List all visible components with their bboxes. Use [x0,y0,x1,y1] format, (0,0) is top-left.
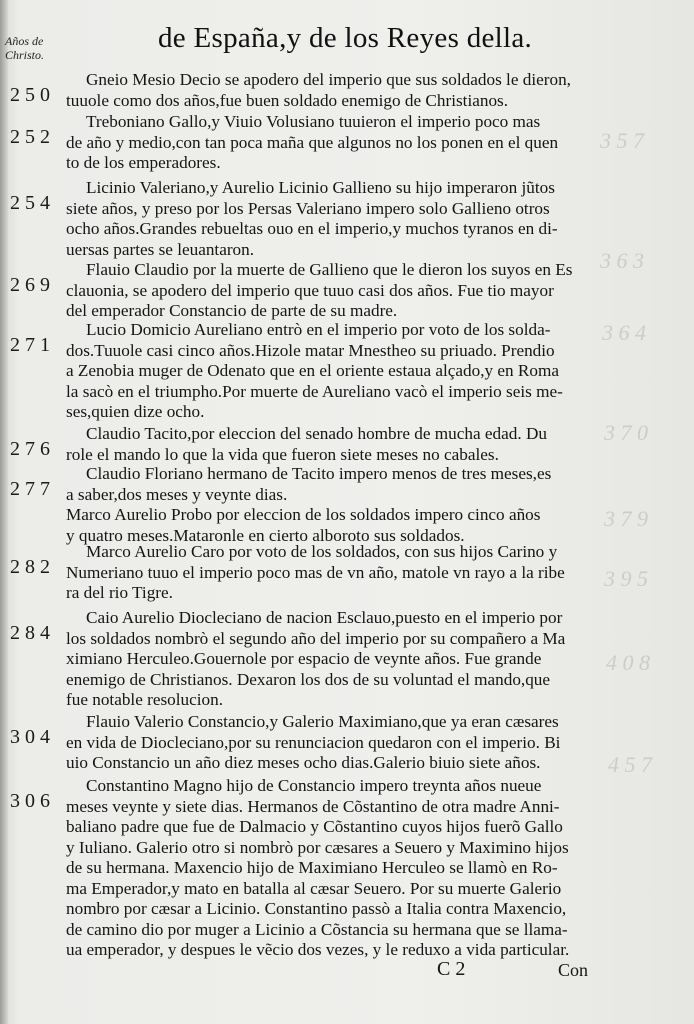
bleed-through-decoration: 3 9 5 [604,566,648,591]
running-title: de España,y de los Reyes della. [158,22,533,54]
text-line: uersas partes se leuantaron. [66,239,255,259]
text-line: uio Constancio un año diez meses ocho dias.Galerio biuio siete años. [66,753,541,772]
text-line: ocho años.Grandes rebueltas ouo en el imperio,y muchos tyranos en di- [66,219,558,238]
bleed-through-decoration: 3 5 7 [600,128,644,153]
margin-label-line: Christo. [5,48,45,62]
text-line: a saber,dos meses y veynte dias. [66,484,288,504]
book-gutter-shadow [0,0,8,1024]
text-line: Constantino Magno hijo de Constancio impero treynta años nueue [86,776,542,795]
text-line: dos.Tuuole casi cinco años.Hizole matar Mnestheo su priuado. Prendio [66,340,555,360]
year-marginal-number: 269 [10,274,55,296]
text-line: ximiano Herculeo.Gouernole por espacio de veynte años. Fue grande [66,649,542,668]
text-line: Flauio Valerio Constancio,y Galerio Maximiano,que ya eran cæsares [86,712,559,731]
year-marginal-number: 250 [10,84,55,106]
text-line: fue notable resolucion. [66,690,224,709]
text-line: y quatro meses.Mataronle en cierto alboroto sus soldados. [66,525,465,545]
text-line: Licinio Valeriano,y Aurelio Licinio Gallieno su hijo imperaron jũtos [86,178,555,197]
text-line: nombro por cæsar a Licinio. Constantino passò a Italia contra Maxencio, [66,899,567,918]
text-line: Treboniano Gallo,y Viuio Volusiano tuuieron el imperio poco mas [86,112,541,131]
bleed-through-decoration: 3 7 9 [604,506,648,531]
margin-label-line: Años de [5,34,44,48]
text-line: Caio Aurelio Diocleciano de nacion Esclauo,puesto en el imperio por [86,608,563,627]
year-marginal-number: 276 [10,438,55,460]
text-line: ra del rio Tigre. [66,583,173,602]
text-line: to de los emperadores. [66,153,221,172]
text-line: Flauio Claudio por la muerte de Gallieno que le dieron los suyos en Es [86,260,573,279]
text-line: Marco Aurelio Caro por voto de los soldados, con sus hijos Carino y [86,542,558,561]
text-line: ua emperador, y despues le vẽcio dos vezes, y le reduxo a vida particular. [66,940,570,959]
text-line: siete años, y preso por los Persas Valeriano impero solo Gallieno otros [66,198,550,218]
text-line: Numeriano tuuo el imperio poco mas de vn año, matole vn rayo a la ribe [66,562,565,582]
text-line: clauonia, se apodero del imperio que tuuo casi dos años. Fue tio mayor [66,280,554,300]
year-marginal-number: 306 [10,790,55,812]
catchword: Con [558,960,589,980]
text-line: y Iuliano. Galerio otro si nombrò por cæsares a Seuero y Maximino hijos [66,837,569,857]
text-line: Marco Aurelio Probo por eleccion de los soldados impero cinco años [66,505,541,524]
bleed-through-decoration: 4 0 8 [606,650,650,675]
margin-label [5,34,44,62]
year-marginal-number: 277 [10,478,55,500]
year-marginal-number: 254 [10,192,55,214]
text-line: enemigo de Christianos. Dexaron los dos de su voluntad el mando,que [66,669,551,689]
year-marginal-number: 304 [10,726,55,748]
text-line: Claudio Tacito,por eleccion del senado hombre de mucha edad. Du [86,424,547,443]
text-line: la sacò en el triumpho.Por muerte de Aureliano vacò el imperio seis me- [66,381,563,401]
text-line: Claudio Floriano hermano de Tacito impero menos de tres meses,es [86,464,552,483]
year-marginal-number: 282 [10,556,55,578]
text-line: Gneio Mesio Decio se apodero del imperio que sus soldados le dieron, [86,70,571,89]
text-line: del emperador Constancio de parte de su madre. [66,301,398,320]
text-line: a Zenobia muger de Odenato que en el oriente estaua alçado,y en Roma [66,361,559,380]
text-line: baliano padre que fue de Dalmacio y Cõstantino cuyos hijos fuerõ Gallo [66,817,563,836]
text-line: los soldados nombrò el segundo año del imperio por su compañero a Ma [66,628,566,648]
text-line: Lucio Domicio Aureliano entrò en el imperio por voto de los solda- [86,320,551,339]
text-line: ses,quien dize ocho. [66,402,205,421]
text-line: de año y medio,con tan poca maña que algunos no los ponen en el quen [66,132,559,152]
bleed-through-decoration: 3 6 3 [600,248,644,273]
bleed-through-decoration: 3 6 4 [602,320,646,345]
text-line: ma Emperador,y mato en batalla al cæsar Seuero. Por su muerte Galerio [66,878,562,898]
text-line: role el mando lo que la vida que fueron siete meses no cabales. [66,444,499,464]
text-line: tuuole como dos años,fue buen soldado enemigo de Christianos. [66,90,509,110]
year-marginal-number: 252 [10,126,55,148]
signature-mark: C 2 [437,958,466,980]
text-line: meses veynte y siete dias. Hermanos de Cõstantino de otra madre Anni- [66,796,560,816]
text-line: en vida de Diocleciano,por su renunciacion quedaron con el imperio. Bi [66,732,561,752]
text-line: de camino dio por muger a Licinio a Cõstancia su hermana que se llama- [66,919,568,939]
bleed-through-decoration: 3 7 0 [604,420,648,445]
bleed-through-decoration: 4 5 7 [608,752,652,777]
year-marginal-number: 271 [10,334,55,356]
text-line: de su hermana. Maxencio hijo de Maximiano Herculeo se llamò en Ro- [66,858,558,877]
year-marginal-number: 284 [10,622,55,644]
